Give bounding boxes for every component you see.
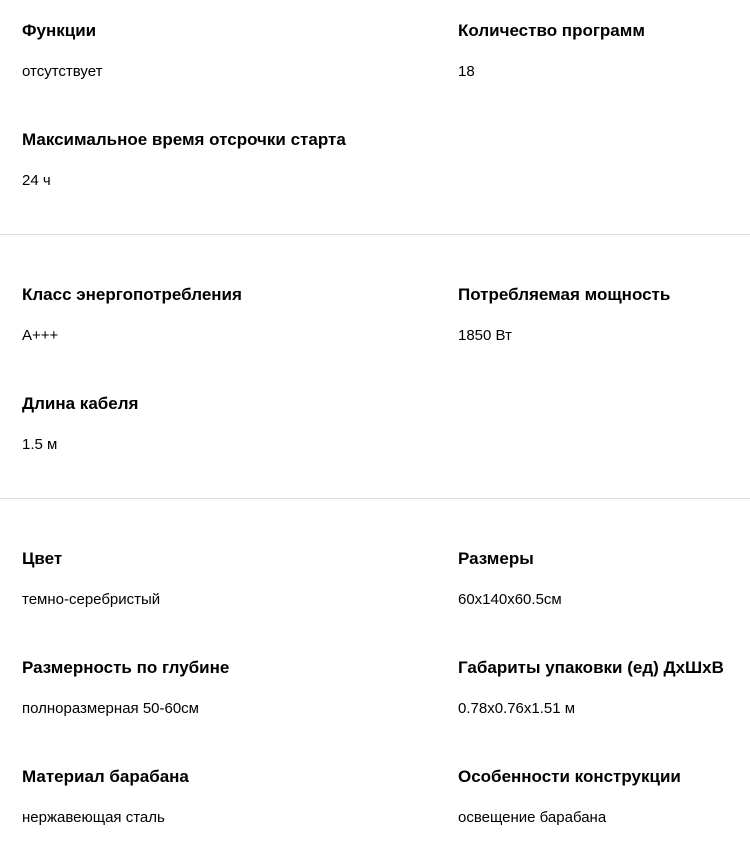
spec-value: 24 ч: [22, 172, 51, 189]
spec-name: Класс энергопотребления: [22, 285, 242, 304]
spec-name: Максимальное время отсрочки старта: [22, 130, 346, 149]
spec-value: полноразмерная 50-60см: [22, 700, 199, 717]
spec-value: освещение барабана: [458, 809, 607, 826]
spec-value: темно-серебристый: [22, 591, 161, 608]
section-divider: [0, 498, 750, 499]
spec-name: Цвет: [22, 549, 63, 568]
spec-name: Количество программ: [458, 21, 645, 40]
spec-value: 1.5 м: [22, 436, 58, 453]
section-divider: [0, 234, 750, 235]
spec-value: 60x140x60.5см: [458, 591, 562, 608]
spec-value: 1850 Вт: [458, 327, 512, 344]
spec-value: A+++: [22, 327, 59, 344]
spec-name: Размерность по глубине: [22, 658, 230, 677]
spec-value: 18: [458, 63, 475, 80]
spec-name: Материал барабана: [22, 767, 189, 786]
spec-value: нержавеющая сталь: [22, 809, 165, 826]
spec-name: Габариты упаковки (ед) ДxШxВ: [458, 658, 724, 677]
spec-name: Потребляемая мощность: [458, 285, 671, 304]
spec-value: 0.78x0.76x1.51 м: [458, 700, 576, 717]
spec-name: Функции: [22, 21, 97, 40]
spec-name: Размеры: [458, 549, 534, 568]
spec-value: отсутствует: [22, 63, 103, 80]
spec-name: Длина кабеля: [22, 394, 139, 413]
spec-name: Особенности конструкции: [458, 767, 681, 786]
